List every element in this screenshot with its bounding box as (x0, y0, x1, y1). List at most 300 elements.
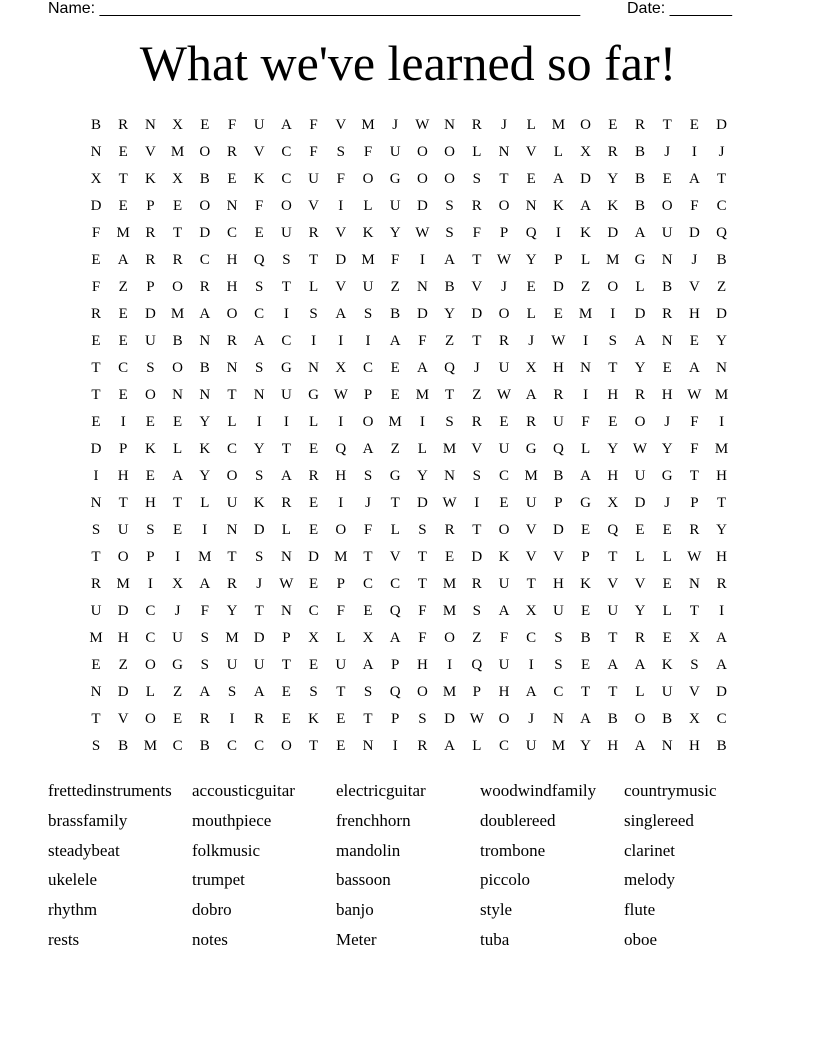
grid-letter: G (308, 387, 320, 403)
grid-letter: F (418, 333, 427, 349)
grid-letter: L (472, 144, 482, 160)
grid-letter: K (253, 495, 265, 511)
grid-letter: A (634, 738, 646, 754)
grid-letter: O (661, 198, 673, 214)
grid-letter: V (144, 144, 156, 160)
grid-letter: J (501, 117, 507, 133)
grid-letter: V (688, 684, 700, 700)
grid-letter: T (526, 576, 536, 592)
grid-letter: M (415, 387, 430, 403)
grid-letter: Y (607, 171, 619, 187)
grid-letter: M (361, 117, 375, 133)
grid-letter: P (119, 441, 128, 457)
grid-letter: H (144, 495, 156, 511)
grid-letter: A (607, 657, 619, 673)
grid-letter: Y (607, 441, 619, 457)
grid-letter: K (607, 198, 619, 214)
grid-letter: Z (118, 657, 128, 673)
grid-letter: E (526, 279, 536, 295)
grid-letter: J (501, 279, 507, 295)
grid-letter: R (417, 738, 428, 754)
grid-letter: E (336, 711, 346, 727)
grid-letter: M (334, 549, 348, 565)
grid-letter: D (634, 495, 646, 511)
grid-letter: K (144, 171, 156, 187)
grid-letter: Y (226, 603, 238, 619)
grid-letter: S (554, 630, 563, 646)
grid-letter: R (553, 387, 564, 403)
grid-letter: M (714, 441, 729, 457)
grid-letter: M (578, 306, 593, 322)
grid-letter: S (255, 549, 264, 565)
grid-letter: S (255, 360, 264, 376)
grid-letter: F (363, 522, 373, 538)
grid-letter: C (145, 630, 156, 646)
grid-letter: R (498, 333, 509, 349)
grid-letter: O (226, 306, 238, 322)
grid-letter: C (281, 171, 292, 187)
grid-letter: L (635, 279, 645, 295)
grid-letter: D (716, 684, 728, 700)
grid-letter: W (442, 495, 457, 511)
grid-letter: O (416, 171, 428, 187)
grid-letter: N (253, 387, 265, 403)
grid-letter: E (662, 171, 672, 187)
grid-row (0, 682, 816, 709)
grid-letter: L (336, 630, 346, 646)
grid-letter: K (362, 225, 374, 241)
grid-letter: U (498, 360, 510, 376)
grid-letter: T (118, 171, 128, 187)
word-bank-item: frenchhorn (336, 810, 411, 830)
grid-letter: S (309, 306, 318, 322)
grid-letter: G (389, 171, 401, 187)
grid-letter: Q (525, 225, 537, 241)
grid-row (0, 142, 816, 169)
grid-letter: E (118, 198, 128, 214)
grid-letter: H (552, 576, 564, 592)
grid-letter: E (118, 387, 128, 403)
grid-letter: C (254, 306, 265, 322)
grid-letter: R (471, 414, 482, 430)
grid-letter: O (144, 657, 156, 673)
grid-letter: T (717, 171, 727, 187)
grid-row (0, 250, 816, 277)
grid-letter: N (444, 117, 456, 133)
grid-letter: I (691, 144, 697, 160)
grid-letter: E (662, 522, 672, 538)
grid-letter: T (662, 117, 672, 133)
grid-letter: Z (717, 279, 727, 295)
grid-letter: M (551, 117, 566, 133)
grid-letter: U (90, 603, 102, 619)
grid-row (0, 736, 816, 763)
grid-letter: E (145, 414, 155, 430)
grid-letter: V (389, 549, 401, 565)
word-bank-row (48, 840, 768, 870)
grid-letter: F (255, 198, 264, 214)
grid-letter: D (308, 549, 320, 565)
grid-letter: A (362, 657, 374, 673)
grid-letter: Y (661, 441, 673, 457)
grid-letter: A (634, 225, 646, 241)
grid-letter: P (336, 576, 345, 592)
grid-letter: A (552, 171, 564, 187)
grid-letter: R (172, 252, 183, 268)
grid-letter: M (606, 252, 620, 268)
grid-letter: T (499, 171, 509, 187)
grid-letter: E (608, 117, 618, 133)
grid-letter: V (525, 522, 537, 538)
grid-letter: I (583, 333, 589, 349)
grid-row (0, 520, 816, 547)
grid-letter: K (552, 198, 564, 214)
grid-letter: R (471, 117, 482, 133)
grid-letter: D (253, 522, 265, 538)
grid-letter: P (391, 711, 400, 727)
grid-letter: Y (444, 306, 456, 322)
grid-letter: X (335, 360, 347, 376)
grid-letter: L (553, 144, 563, 160)
grid-letter: I (338, 333, 344, 349)
grid-letter: L (526, 306, 536, 322)
grid-letter: Y (199, 468, 211, 484)
grid-letter: N (90, 684, 102, 700)
grid-letter: N (525, 198, 537, 214)
grid-letter: L (309, 414, 319, 430)
grid-letter: G (389, 468, 401, 484)
grid-letter: C (226, 738, 237, 754)
grid-letter: T (91, 387, 101, 403)
grid-letter: C (145, 603, 156, 619)
grid-letter: R (471, 198, 482, 214)
grid-row (0, 385, 816, 412)
grid-letter: M (714, 387, 729, 403)
word-bank-item: piccolo (480, 870, 531, 890)
grid-letter: F (418, 603, 427, 619)
grid-letter: S (472, 468, 481, 484)
grid-letter: I (719, 414, 725, 430)
grid-letter: G (280, 360, 292, 376)
grid-letter: S (282, 252, 291, 268)
grid-letter: U (498, 441, 510, 457)
grid-letter: S (690, 657, 699, 673)
word-bank-item: ukelele (48, 870, 98, 890)
grid-letter: B (199, 738, 210, 754)
grid-letter: F (91, 279, 101, 295)
grid-letter: B (390, 306, 401, 322)
grid-letter: Q (253, 252, 265, 268)
grid-letter: N (362, 738, 374, 754)
grid-letter: J (528, 333, 535, 349)
grid-letter: O (498, 306, 510, 322)
grid-letter: O (144, 711, 156, 727)
grid-letter: E (118, 144, 128, 160)
grid-letter: N (90, 144, 102, 160)
grid-letter: A (634, 333, 646, 349)
grid-letter: X (172, 117, 184, 133)
grid-letter: O (607, 279, 619, 295)
word-bank-item: banjo (336, 900, 374, 920)
grid-letter: K (580, 576, 592, 592)
grid-letter: Q (389, 603, 401, 619)
grid-letter: L (173, 441, 183, 457)
grid-letter: X (525, 603, 537, 619)
grid-letter: V (634, 576, 646, 592)
grid-letter: F (690, 441, 699, 457)
grid-letter: O (416, 684, 428, 700)
grid-letter: H (552, 360, 564, 376)
grid-letter: F (418, 630, 427, 646)
grid-letter: Q (552, 441, 564, 457)
grid-letter: E (581, 603, 591, 619)
grid-row (0, 466, 816, 493)
grid-letter: E (336, 738, 346, 754)
grid-letter: T (281, 279, 291, 295)
word-bank-item: notes (192, 929, 228, 949)
grid-letter: I (555, 225, 561, 241)
grid-letter: A (199, 684, 211, 700)
grid-row (0, 601, 816, 628)
grid-letter: H (607, 387, 619, 403)
grid-letter: B (662, 279, 673, 295)
grid-letter: Y (253, 441, 265, 457)
grid-letter: B (716, 252, 727, 268)
grid-letter: A (117, 252, 129, 268)
grid-letter: S (554, 657, 563, 673)
grid-letter: S (91, 738, 101, 754)
grid-letter: J (718, 144, 725, 160)
grid-letter: O (634, 711, 646, 727)
grid-letter: B (172, 333, 183, 349)
grid-row (0, 115, 816, 142)
grid-letter: L (200, 495, 210, 511)
grid-letter: S (418, 522, 427, 538)
grid-letter: N (280, 549, 292, 565)
grid-letter: E (363, 603, 373, 619)
grid-letter: Z (118, 279, 128, 295)
grid-letter: T (472, 252, 482, 268)
grid-letter: S (472, 603, 481, 619)
grid-letter: E (173, 198, 183, 214)
grid-letter: U (253, 117, 265, 133)
grid-letter: C (553, 684, 564, 700)
grid-letter: I (447, 657, 453, 673)
grid-letter: N (226, 360, 238, 376)
grid-letter: H (226, 279, 238, 295)
grid-letter: C (226, 225, 237, 241)
grid-letter: M (524, 468, 538, 484)
grid-letter: I (474, 495, 480, 511)
grid-letter: A (688, 360, 700, 376)
grid-letter: R (199, 279, 210, 295)
grid-letter: V (308, 198, 320, 214)
grid-letter: X (362, 630, 374, 646)
grid-letter: M (143, 738, 158, 754)
grid-letter: T (608, 360, 618, 376)
word-bank-item: mandolin (336, 840, 401, 860)
grid-letter: E (689, 333, 699, 349)
grid-letter: O (498, 711, 510, 727)
grid-letter: L (472, 738, 482, 754)
grid-letter: L (662, 549, 672, 565)
grid-letter: T (472, 522, 482, 538)
grid-letter: G (634, 252, 646, 268)
grid-letter: H (688, 738, 700, 754)
grid-letter: H (661, 387, 673, 403)
grid-letter: E (254, 225, 264, 241)
page-title: What we've learned so far! (139, 35, 677, 91)
grid-letter: N (90, 495, 102, 511)
grid-letter: R (226, 576, 237, 592)
grid-letter: Q (716, 225, 728, 241)
grid-letter: E (662, 630, 672, 646)
grid-letter: Q (444, 360, 456, 376)
grid-letter: A (580, 711, 592, 727)
grid-letter: W (496, 252, 512, 268)
grid-letter: R (716, 576, 727, 592)
grid-letter: Y (525, 252, 537, 268)
grid-letter: Y (199, 414, 211, 430)
grid-letter: K (498, 549, 510, 565)
grid-letter: R (145, 252, 156, 268)
grid-letter: N (580, 360, 592, 376)
grid-letter: I (147, 576, 153, 592)
grid-letter: S (363, 306, 373, 322)
grid-letter: E (581, 657, 591, 673)
grid-row (0, 358, 816, 385)
grid-letter: J (664, 144, 671, 160)
grid-row (0, 304, 816, 331)
grid-letter: R (444, 522, 455, 538)
grid-letter: S (336, 144, 345, 160)
grid-letter: R (199, 711, 210, 727)
grid-letter: M (170, 144, 185, 160)
grid-letter: T (417, 576, 427, 592)
grid-letter: S (445, 414, 454, 430)
grid-letter: P (391, 657, 400, 673)
grid-letter: U (498, 657, 510, 673)
grid-letter: S (200, 630, 209, 646)
word-bank-item: dobro (192, 900, 232, 920)
grid-letter: F (336, 603, 345, 619)
grid-letter: N (661, 738, 673, 754)
grid-letter: F (363, 144, 373, 160)
word-bank-row (48, 780, 768, 810)
grid-letter: M (442, 684, 457, 700)
grid-letter: O (416, 144, 428, 160)
grid-letter: O (444, 144, 456, 160)
grid-letter: T (717, 495, 727, 511)
grid-letter: D (117, 684, 129, 700)
grid-letter: E (281, 684, 291, 700)
grid-letter: T (390, 495, 400, 511)
grid-letter: E (689, 117, 699, 133)
grid-letter: T (336, 684, 346, 700)
grid-letter: U (552, 414, 564, 430)
grid-letter: T (472, 333, 482, 349)
grid-letter: O (226, 468, 238, 484)
grid-letter: E (91, 333, 101, 349)
grid-letter: D (199, 225, 211, 241)
grid-letter: O (498, 198, 510, 214)
grid-letter: A (335, 306, 347, 322)
grid-letter: B (199, 360, 210, 376)
grid-letter: Y (416, 468, 428, 484)
grid-row (0, 196, 816, 223)
grid-letter: A (716, 657, 728, 673)
grid-letter: H (335, 468, 347, 484)
grid-letter: A (580, 198, 592, 214)
grid-letter: T (309, 738, 319, 754)
grid-letter: T (91, 360, 101, 376)
grid-letter: B (444, 279, 455, 295)
grid-row (0, 412, 816, 439)
grid-letter: G (525, 441, 537, 457)
grid-letter: A (362, 441, 374, 457)
grid-letter: E (635, 522, 645, 538)
grid-letter: D (552, 522, 564, 538)
grid-letter: D (144, 306, 156, 322)
grid-letter: X (172, 576, 184, 592)
word-bank-item: flute (624, 900, 656, 920)
grid-letter: W (496, 387, 512, 403)
grid-letter: N (716, 360, 728, 376)
word-bank-item: trombone (480, 840, 546, 860)
grid-letter: A (389, 333, 401, 349)
word-bank-item: mouthpiece (192, 810, 272, 830)
grid-letter: B (580, 630, 591, 646)
grid-letter: H (498, 684, 510, 700)
grid-letter: E (581, 522, 591, 538)
grid-letter: L (662, 603, 672, 619)
grid-letter: B (553, 468, 564, 484)
grid-letter: F (91, 225, 101, 241)
grid-letter: K (144, 441, 156, 457)
grid-row (0, 277, 816, 304)
grid-letter: O (362, 414, 374, 430)
grid-letter: U (362, 279, 374, 295)
grid-letter: N (444, 468, 456, 484)
grid-letter: Q (607, 522, 619, 538)
grid-letter: C (308, 603, 319, 619)
grid-letter: T (581, 684, 591, 700)
grid-letter: W (279, 576, 294, 592)
grid-letter: H (226, 252, 238, 268)
word-bank-item: clarinet (624, 840, 675, 860)
grid-letter: V (525, 549, 537, 565)
grid-letter: T (281, 657, 291, 673)
grid-letter: R (145, 225, 156, 241)
grid-letter: E (118, 333, 128, 349)
grid-letter: I (338, 414, 344, 430)
grid-letter: C (254, 738, 265, 754)
grid-letter: W (469, 711, 484, 727)
word-bank-item: bassoon (336, 870, 391, 890)
grid-letter: E (390, 387, 400, 403)
grid-letter: L (309, 279, 319, 295)
grid-letter: E (309, 522, 319, 538)
grid-letter: J (664, 495, 671, 511)
grid-letter: T (254, 603, 264, 619)
grid-letter: R (607, 144, 618, 160)
grid-letter: U (498, 576, 510, 592)
grid-letter: P (282, 630, 291, 646)
grid-row (0, 439, 816, 466)
grid-letter: L (635, 549, 645, 565)
grid-letter: N (226, 522, 238, 538)
grid-letter: O (444, 171, 456, 187)
